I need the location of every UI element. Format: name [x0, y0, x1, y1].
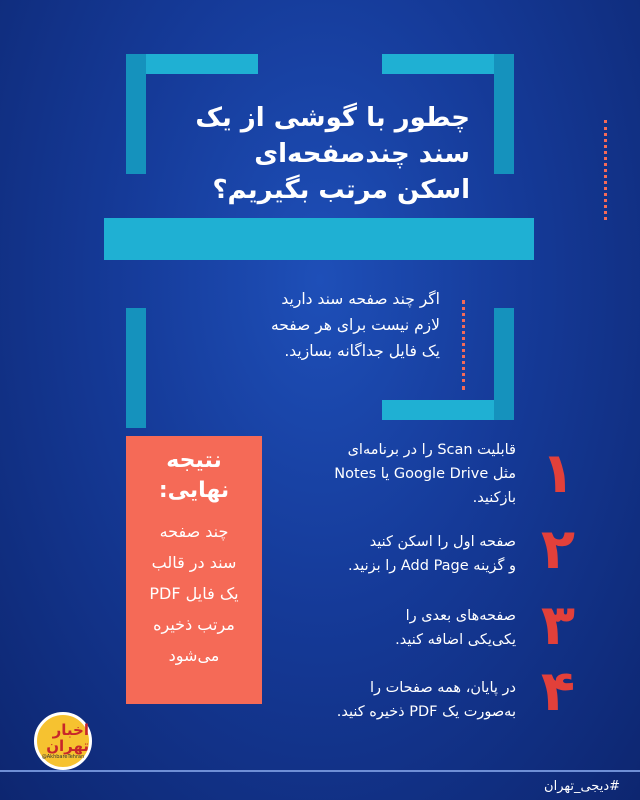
step-1-number: ۱ [540, 441, 576, 506]
step-2-line-1: صفحه اول را اسکن کنید [369, 534, 516, 550]
result-text-line-2: سند در قالب [151, 553, 237, 572]
step-1-text [266, 438, 516, 510]
result-title-line-1: نتیجه [166, 448, 222, 473]
title-line-3: اسکن مرتب بگیریم؟ [212, 175, 470, 205]
logo-text: اخبار تهران [46, 721, 89, 755]
result-text-line-4: مرتب ذخیره [153, 615, 235, 634]
frame-top-right-v [494, 54, 514, 174]
step-1-line-3: بازکنید. [472, 490, 516, 506]
footer-hashtag: #دیجی_تهران [544, 779, 620, 794]
frame-bottom-left-v [126, 308, 146, 428]
step-2-text [266, 530, 516, 578]
frame-bottom-right-v [494, 308, 514, 420]
main-title [170, 100, 470, 208]
step-3-line-2: یکی‌یکی اضافه کنید. [395, 632, 516, 648]
result-text [126, 516, 262, 671]
decorative-dotted-line-right [604, 120, 607, 220]
step-2-number: ۲ [540, 517, 576, 582]
result-title [126, 446, 262, 506]
intro-line-1: اگر چند صفحه سند دارید [281, 290, 440, 308]
footer-divider [0, 770, 640, 772]
step-4-text [266, 676, 516, 724]
intro-text [190, 286, 440, 364]
intro-line-3: یک فایل جداگانه بسازید. [284, 342, 440, 360]
brand-logo [34, 712, 92, 770]
scan-line-bar [104, 218, 534, 260]
step-1-line-2: مثل Google Drive یا Notes [334, 466, 516, 482]
step-3-number: ۳ [540, 593, 576, 658]
title-line-2: سند چندصفحه‌ای [254, 139, 470, 169]
step-4-number: ۴ [540, 659, 576, 724]
step-1-line-1: قابلیت Scan را در برنامه‌ای [347, 442, 516, 458]
frame-top-left-v [126, 54, 146, 174]
result-text-line-5: می‌شود [168, 646, 220, 665]
intro-line-2: لازم نیست برای هر صفحه [270, 316, 440, 334]
result-text-line-1: چند صفحه [159, 522, 229, 541]
logo-handle: @AkhbareTehran [41, 754, 85, 760]
title-line-1: چطور با گوشی از یک [195, 103, 470, 133]
step-3-line-1: صفحه‌های بعدی را [405, 608, 516, 624]
step-3-text [266, 604, 516, 652]
result-title-line-2: نهایی: [158, 478, 230, 503]
decorative-dotted-line-mid [462, 300, 465, 390]
step-4-line-1: در پایان، همه صفحات را [369, 680, 516, 696]
step-4-line-2: به‌صورت یک PDF ذخیره کنید. [336, 704, 516, 720]
result-text-line-3: یک فایل PDF [149, 584, 239, 603]
step-2-line-2: و گزینه Add Page را بزنید. [347, 558, 516, 574]
result-box [126, 436, 262, 704]
